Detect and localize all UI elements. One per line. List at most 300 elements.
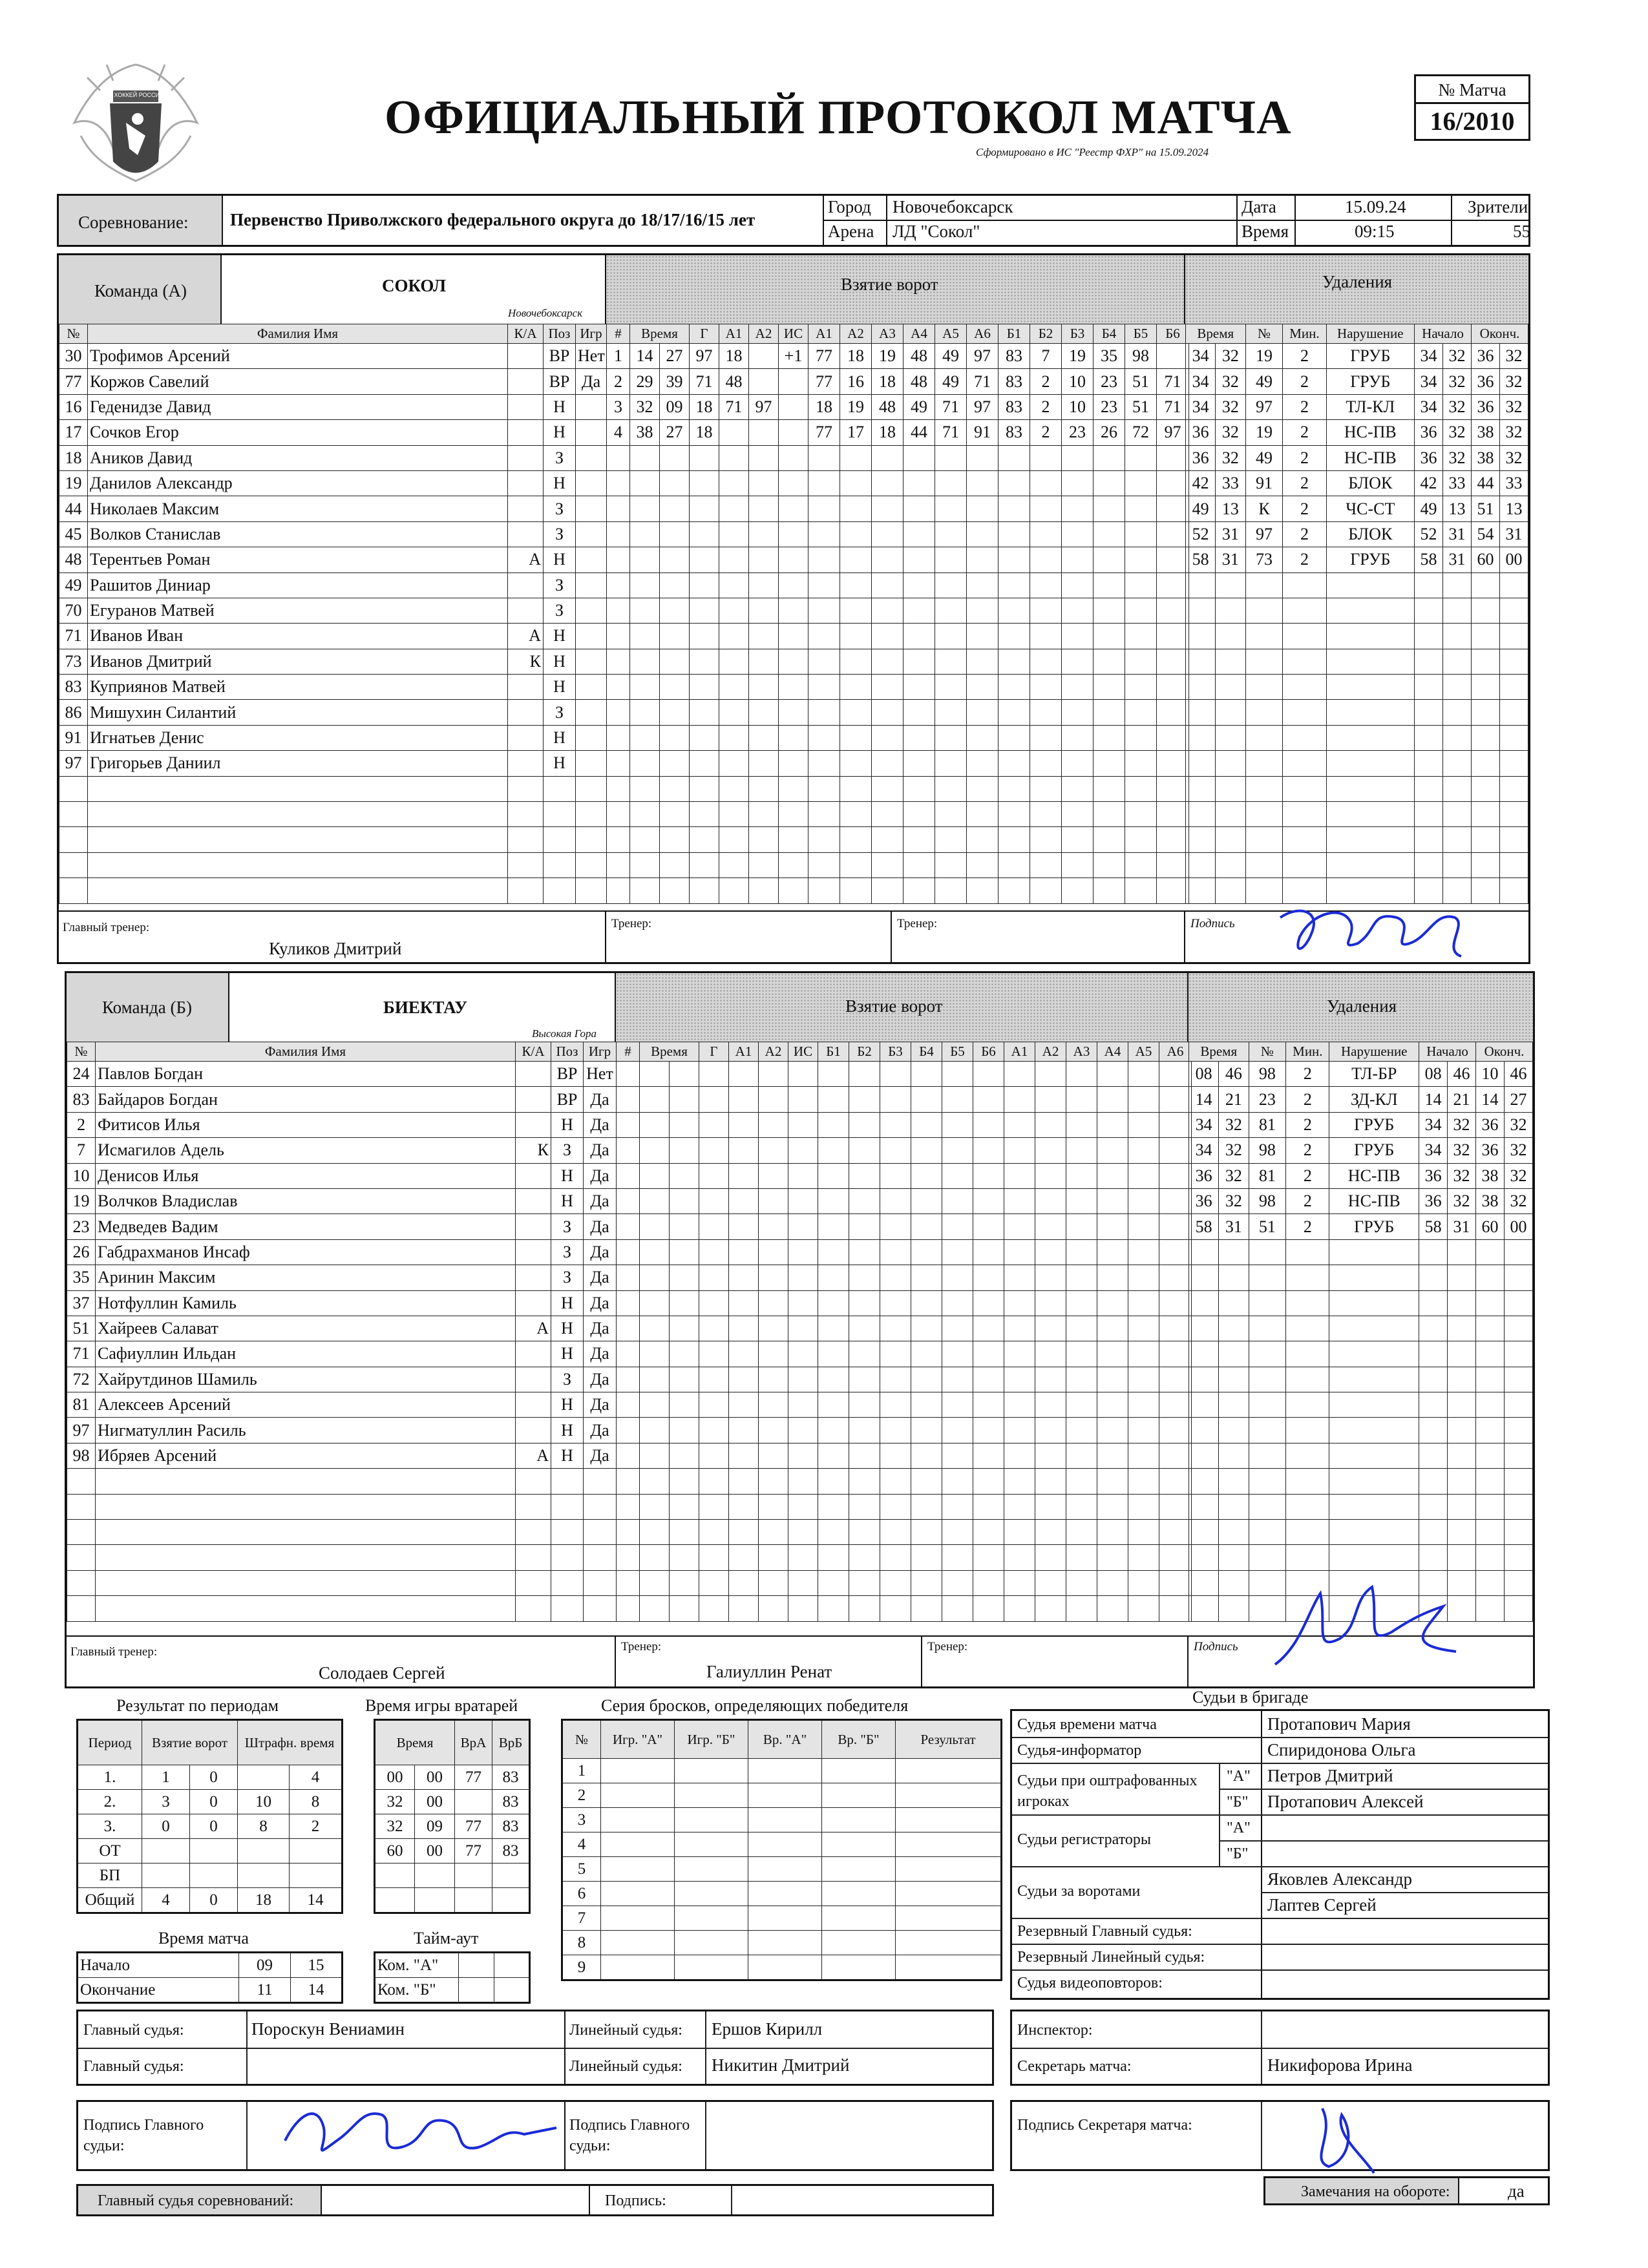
- line-ref-signature-label: Подпись Главного судьи:: [569, 2117, 690, 2154]
- player-role: К: [516, 1138, 551, 1163]
- secretary-signature-box: [1010, 2100, 1550, 2171]
- roster-row-empty: [59, 827, 607, 852]
- goalie-minute: [375, 1864, 415, 1888]
- penalty-end-min: 36: [1476, 1112, 1505, 1137]
- penalty-end-min: 44: [1472, 470, 1500, 496]
- period-pim-b: 14: [290, 1888, 343, 1913]
- penalty-end-min: 38: [1472, 445, 1500, 470]
- penalty-judges-label: Судьи при оштрафованных игроках: [1017, 1772, 1198, 1810]
- informer-name: Спиридонова Ольга: [1267, 1740, 1416, 1759]
- on-ice-player: 91: [967, 420, 998, 445]
- penalty-end-sec: 32: [1499, 344, 1528, 369]
- goal-number: 2: [607, 369, 630, 394]
- goalie-minute: 60: [375, 1839, 415, 1864]
- roster-row-empty: [67, 1494, 617, 1519]
- on-ice-player: 19: [872, 344, 903, 369]
- penalty-player: 98: [1249, 1138, 1286, 1163]
- period-goals-a: [142, 1839, 190, 1864]
- player-role: [508, 521, 544, 547]
- roster-row-empty: [59, 776, 607, 801]
- main-ref-signature-icon: [272, 2089, 569, 2179]
- periods-title: Результат по периодам: [116, 1696, 279, 1715]
- goalie-row: [375, 1888, 530, 1913]
- on-ice-player: 51: [1125, 394, 1157, 419]
- penalty-minutes: 2: [1283, 420, 1326, 445]
- match-number: 16/2010: [1414, 102, 1530, 141]
- goalie-b: 83: [492, 1790, 530, 1814]
- penalty-row: [1189, 1341, 1533, 1367]
- player-position: ВР: [544, 369, 576, 394]
- roster-row: [59, 598, 607, 623]
- roster-row: [67, 1367, 617, 1392]
- player-position: Н: [551, 1188, 584, 1213]
- goal-row: [617, 1469, 1192, 1494]
- player-role: [508, 470, 544, 496]
- penalty-violation: НС-ПВ: [1329, 1188, 1419, 1213]
- player-role: А: [508, 624, 544, 649]
- competition-label: Соревнование:: [78, 213, 189, 232]
- player-played: Да: [584, 1316, 617, 1341]
- fhr-emblem-icon: [61, 52, 210, 210]
- player-number: 81: [67, 1392, 96, 1418]
- goal-second: 27: [660, 344, 690, 369]
- page-title: ОФИЦИАЛЬНЫЙ ПРОТОКОЛ МАТЧА: [385, 91, 1292, 144]
- penalty-violation: ГРУБ: [1326, 344, 1415, 369]
- player-played: Да: [584, 1443, 617, 1468]
- penalty-end-sec: 33: [1499, 470, 1528, 496]
- penalty-row: [1189, 1112, 1533, 1137]
- period-row: [78, 1765, 343, 1790]
- player-name: Габдрахманов Инсаф: [96, 1239, 516, 1265]
- goalie-b: 83: [492, 1765, 530, 1790]
- col-pen-no: №: [1245, 324, 1283, 344]
- col-goal-a1: А1: [729, 1042, 759, 1062]
- goalie-minute: 00: [375, 1765, 415, 1790]
- roster-row-empty: [67, 1520, 617, 1545]
- goal-row: [617, 1087, 1192, 1112]
- penalty-minutes: 2: [1286, 1087, 1329, 1112]
- player-number: 71: [67, 1341, 96, 1367]
- period-pim-a: [238, 1839, 290, 1864]
- goalie-second: 00: [415, 1765, 455, 1790]
- player-name: Алексеев Арсений: [96, 1392, 516, 1418]
- player-number: 83: [67, 1087, 96, 1112]
- goal-row: [607, 725, 1189, 750]
- on-ice-player: 71: [1157, 394, 1189, 419]
- penalty-end-sec: 32: [1499, 420, 1528, 445]
- col-ka: К/А: [516, 1042, 551, 1062]
- penalty-player: 91: [1245, 470, 1283, 496]
- roster-row: [59, 624, 607, 649]
- penalty-end-min: 38: [1472, 420, 1500, 445]
- team-b-goals-table: [616, 1042, 1192, 1622]
- goal-minute: 29: [630, 369, 660, 394]
- match-time-table: [76, 1951, 343, 2004]
- player-name: Нигматуллин Расиль: [96, 1418, 516, 1443]
- penalty-row: [1186, 852, 1528, 877]
- penalty-start-sec: 33: [1443, 470, 1472, 496]
- roster-row: [59, 700, 607, 725]
- roster-row-empty: [59, 802, 607, 827]
- period-label: Общий: [78, 1888, 142, 1913]
- scorer-a-mark: "А": [1227, 1820, 1251, 1836]
- period-pim-b: 2: [290, 1814, 343, 1839]
- timeout-a-label: Ком. "А": [375, 1953, 459, 1978]
- penalty-minute: 36: [1186, 445, 1216, 470]
- col-shootout-res: Результат: [896, 1720, 1002, 1759]
- player-role: [508, 598, 544, 623]
- penalty-start-sec: 31: [1443, 547, 1472, 572]
- penalty-end-sec: 32: [1504, 1163, 1532, 1188]
- penalty-row: [1186, 521, 1528, 547]
- goal-scorer: 71: [690, 369, 719, 394]
- roster-row: [59, 369, 607, 394]
- goal-row: [607, 852, 1189, 877]
- on-ice-player: 83: [998, 369, 1030, 394]
- penalty-start-min: 34: [1415, 369, 1443, 394]
- goalie-second: [415, 1888, 455, 1913]
- shootout-row: [562, 1808, 1002, 1832]
- officials-box: [76, 2010, 994, 2086]
- col-no: №: [67, 1042, 96, 1062]
- player-name: Денисов Илья: [96, 1163, 516, 1188]
- video-ref-label: Судья видеоповторов:: [1017, 1975, 1163, 1991]
- team-b-goals-title: Взятие ворот: [845, 996, 943, 1016]
- goal-row: [617, 1188, 1192, 1213]
- penalty-end-min: 38: [1476, 1163, 1505, 1188]
- col-on-ice: Б5: [942, 1042, 973, 1062]
- col-goalie-a: ВрА: [455, 1720, 492, 1765]
- penalty-minute: 58: [1186, 547, 1216, 572]
- penalty-violation: НС-ПВ: [1326, 445, 1415, 470]
- penalty-minute: 52: [1186, 521, 1216, 547]
- player-position: З: [551, 1265, 584, 1290]
- team-b-name: БИЕКТАУ: [383, 998, 468, 1017]
- penalty-start-sec: 21: [1448, 1087, 1476, 1112]
- col-goalie-time: Время: [375, 1720, 455, 1765]
- goal-row: [617, 1392, 1192, 1418]
- player-position: Н: [544, 420, 576, 445]
- penalty-end-min: 38: [1476, 1188, 1505, 1213]
- penalty-end-min: 54: [1472, 521, 1500, 547]
- goal-row: [617, 1520, 1192, 1545]
- roster-row: [59, 470, 607, 496]
- goal-row: [607, 521, 1189, 547]
- col-play: Игр: [584, 1042, 617, 1062]
- penalty-minutes: 2: [1286, 1188, 1329, 1213]
- col-no: №: [59, 324, 88, 344]
- signatures-box: [76, 2100, 994, 2171]
- player-name: Нотфуллин Камиль: [96, 1290, 516, 1316]
- player-role: [516, 1214, 551, 1239]
- penalty-minute: 36: [1186, 420, 1216, 445]
- penalty-row: [1189, 1392, 1533, 1418]
- col-on-ice: А1: [1004, 1042, 1035, 1062]
- goal-row: [607, 598, 1189, 623]
- goal-number: 1: [607, 344, 630, 369]
- goal-situation: +1: [779, 344, 808, 369]
- player-position: Н: [551, 1290, 584, 1316]
- roster-row: [67, 1443, 617, 1468]
- player-played: [576, 572, 607, 598]
- goal-row: [617, 1545, 1192, 1570]
- player-role: [508, 496, 544, 521]
- player-role: [508, 445, 544, 470]
- shootout-row: [562, 1857, 1002, 1882]
- on-ice-player: 18: [808, 394, 840, 419]
- player-position: Н: [551, 1392, 584, 1418]
- col-shootout-gb: Вр. "Б": [822, 1720, 896, 1759]
- on-ice-player: 49: [935, 369, 967, 394]
- goal-row: [607, 649, 1189, 674]
- penalty-minutes: 2: [1283, 369, 1326, 394]
- player-name: Геденидзе Давид: [88, 394, 508, 419]
- team-a-head-coach: Куликов Дмитрий: [269, 939, 402, 958]
- penalty-player: К: [1245, 496, 1283, 521]
- penalty-judge-b-mark: "Б": [1227, 1794, 1249, 1811]
- roster-row-empty: [67, 1545, 617, 1570]
- col-on-ice: А5: [935, 324, 967, 344]
- penalty-start-sec: 32: [1448, 1112, 1476, 1137]
- penalty-end-min: 60: [1472, 547, 1500, 572]
- team-b-head-coach-label: Главный тренер:: [70, 1645, 158, 1659]
- col-pen-viol: Нарушение: [1326, 324, 1415, 344]
- goal-row: [607, 675, 1189, 700]
- penalty-violation: ЧС-СТ: [1326, 496, 1415, 521]
- player-played: Да: [584, 1163, 617, 1188]
- player-played: Да: [584, 1367, 617, 1392]
- on-ice-player: 23: [1093, 369, 1125, 394]
- goal-row: [617, 1062, 1192, 1087]
- penalty-row: [1186, 675, 1528, 700]
- penalty-minute: 14: [1189, 1087, 1219, 1112]
- penalty-start-sec: 32: [1448, 1138, 1476, 1163]
- goalie-row: [375, 1790, 530, 1814]
- secretary-signature-label: Подпись Секретаря матча:: [1017, 2117, 1192, 2134]
- on-ice-player: 49: [935, 344, 967, 369]
- penalty-start-sec: 32: [1443, 394, 1472, 419]
- penalty-violation: ГРУБ: [1326, 547, 1415, 572]
- player-name: Волчков Владислав: [96, 1188, 516, 1213]
- roster-row: [67, 1418, 617, 1443]
- penalty-minutes: 2: [1286, 1062, 1329, 1087]
- player-name: Хайреев Салават: [96, 1316, 516, 1341]
- penalty-second: 31: [1216, 547, 1245, 572]
- penalty-row: [1186, 827, 1528, 852]
- penalty-minute: 34: [1186, 344, 1216, 369]
- penalty-minute: 34: [1186, 394, 1216, 419]
- time-label: Время: [1241, 222, 1289, 241]
- period-row: [78, 1790, 343, 1814]
- informer-label: Судья-информатор: [1017, 1742, 1142, 1759]
- goalie-a: 77: [455, 1839, 492, 1864]
- col-goal-a1: А1: [719, 324, 749, 344]
- team-b-signature-label: Подпись: [1194, 1640, 1238, 1654]
- period-pim-b: 8: [290, 1790, 343, 1814]
- period-goals-a: [142, 1864, 190, 1888]
- on-ice-player: 77: [808, 344, 840, 369]
- col-on-ice: А4: [903, 324, 935, 344]
- player-role: А: [516, 1443, 551, 1468]
- col-on-ice: А1: [808, 324, 840, 344]
- col-on-ice: А2: [840, 324, 872, 344]
- player-number: 97: [67, 1418, 96, 1443]
- goal-number: 4: [607, 420, 630, 445]
- player-played: [576, 445, 607, 470]
- team-a-goals-title: Взятие ворот: [841, 275, 938, 294]
- col-pen-min: Мин.: [1283, 324, 1326, 344]
- player-name: Игнатьев Денис: [88, 725, 508, 750]
- timeout-title: Тайм-аут: [414, 1929, 479, 1948]
- main-ref-signature-label: Подпись Главного судьи:: [83, 2117, 204, 2154]
- team-a-name: СОКОЛ: [382, 276, 447, 295]
- player-played: [576, 496, 607, 521]
- penalty-start-sec: 32: [1443, 420, 1472, 445]
- team-b-signature-icon: [1262, 1574, 1475, 1677]
- player-name: Николаев Максим: [88, 496, 508, 521]
- team-b-label: Команда (Б): [102, 998, 192, 1017]
- penalty-end-sec: 27: [1504, 1087, 1532, 1112]
- roster-row-empty: [59, 878, 607, 903]
- roster-row-empty: [67, 1469, 617, 1494]
- player-name: Аринин Максим: [96, 1265, 516, 1290]
- player-role: [516, 1418, 551, 1443]
- penalty-second: 32: [1216, 420, 1245, 445]
- player-played: Нет: [576, 344, 607, 369]
- penalty-row: [1186, 470, 1528, 496]
- goal-assist-1: 71: [719, 394, 749, 419]
- secretary-label: Секретарь матча:: [1017, 2058, 1132, 2075]
- player-role: [516, 1367, 551, 1392]
- penalty-violation: БЛОК: [1326, 521, 1415, 547]
- player-number: 48: [59, 547, 88, 572]
- penalty-second: 21: [1219, 1087, 1249, 1112]
- roster-row-empty: [67, 1596, 617, 1621]
- player-role: К: [508, 649, 544, 674]
- penalty-start-min: 14: [1419, 1087, 1448, 1112]
- player-played: [576, 649, 607, 674]
- player-number: 97: [59, 751, 88, 776]
- col-on-ice: А2: [1035, 1042, 1066, 1062]
- goal-row: [607, 344, 1189, 369]
- shootout-number: 6: [562, 1882, 601, 1906]
- player-name: Егуранов Матвей: [88, 598, 508, 623]
- goalie-row: [375, 1814, 530, 1839]
- col-pen-start: Начало: [1419, 1042, 1476, 1062]
- player-role: [516, 1188, 551, 1213]
- on-ice-player: 18: [840, 344, 872, 369]
- player-number: 17: [59, 420, 88, 445]
- penalty-player: 98: [1249, 1188, 1286, 1213]
- penalty-player: 97: [1245, 394, 1283, 419]
- player-role: [508, 675, 544, 700]
- player-role: [508, 394, 544, 419]
- player-number: 45: [59, 521, 88, 547]
- match-time-title: Время матча: [158, 1929, 249, 1948]
- goal-row: [617, 1290, 1192, 1316]
- player-number: 51: [67, 1316, 96, 1341]
- roster-row: [59, 521, 607, 547]
- penalty-row: [1186, 547, 1528, 572]
- on-ice-player: 97: [967, 344, 998, 369]
- penalty-start-sec: 32: [1443, 369, 1472, 394]
- period-goals-b: [190, 1864, 238, 1888]
- player-role: [508, 369, 544, 394]
- col-on-ice: А6: [1159, 1042, 1192, 1062]
- player-name: Хайрутдинов Шамиль: [96, 1367, 516, 1392]
- player-position: Н: [551, 1341, 584, 1367]
- goal-second: 39: [660, 369, 690, 394]
- on-ice-player: 77: [808, 369, 840, 394]
- col-goal-time: Время: [640, 1042, 699, 1062]
- goalie-a: [455, 1888, 492, 1913]
- shootout-row: [562, 1783, 1002, 1808]
- team-a-coach-label: Тренер:: [611, 917, 652, 930]
- penalty-row: [1186, 420, 1528, 445]
- penalty-second: 32: [1216, 394, 1245, 419]
- player-name: Сафиуллин Ильдан: [96, 1341, 516, 1367]
- goal-row: [617, 1596, 1192, 1621]
- penalty-player: 73: [1245, 547, 1283, 572]
- player-position: Н: [544, 470, 576, 496]
- match-end-label: Окончание: [78, 1978, 239, 2003]
- player-played: Да: [576, 369, 607, 394]
- penalty-player: 51: [1249, 1214, 1286, 1239]
- penalty-start-min: 58: [1415, 547, 1443, 572]
- penalty-row: [1186, 572, 1528, 598]
- goal-second: 27: [660, 420, 690, 445]
- goal-row: [607, 470, 1189, 496]
- penalty-row: [1186, 649, 1528, 674]
- penalty-player: 97: [1245, 521, 1283, 547]
- main-ref-label-2: Главный судья:: [83, 2058, 184, 2075]
- goal-row: [607, 827, 1189, 852]
- penalty-end-min: 10: [1476, 1062, 1505, 1087]
- on-ice-player: 17: [840, 420, 872, 445]
- goal-row: [617, 1265, 1192, 1290]
- goal-judges-label: Судьи за воротами: [1017, 1883, 1141, 1900]
- city-label: Город: [828, 197, 871, 216]
- goal-judge-1: Яковлев Александр: [1267, 1869, 1412, 1889]
- penalty-second: 32: [1219, 1163, 1249, 1188]
- penalty-end-sec: 13: [1499, 496, 1528, 521]
- shootout-number: 8: [562, 1931, 601, 1955]
- player-name: Иванов Дмитрий: [88, 649, 508, 674]
- penalty-minutes: 2: [1283, 547, 1326, 572]
- goalie-a: [455, 1864, 492, 1888]
- goalie-b: [492, 1864, 530, 1888]
- shootout-number: 1: [562, 1759, 601, 1783]
- player-position: ВР: [551, 1087, 584, 1112]
- player-name: Иванов Иван: [88, 624, 508, 649]
- penalty-minutes: 2: [1286, 1138, 1329, 1163]
- player-played: [576, 470, 607, 496]
- player-position: З: [544, 521, 576, 547]
- col-ka: К/А: [508, 324, 544, 344]
- period-pim-a: 10: [238, 1790, 290, 1814]
- player-role: А: [516, 1316, 551, 1341]
- player-name: Данилов Александр: [88, 470, 508, 496]
- penalty-violation: ГРУБ: [1329, 1138, 1419, 1163]
- period-goals-a: 3: [142, 1790, 190, 1814]
- roster-row: [67, 1112, 617, 1137]
- on-ice-player: 2: [1030, 394, 1062, 419]
- goalie-minute: 32: [375, 1814, 415, 1839]
- penalty-start-min: 34: [1415, 394, 1443, 419]
- team-a-head-coach-label: Главный тренер:: [63, 921, 150, 934]
- player-number: 37: [67, 1290, 96, 1316]
- penalty-minutes: 2: [1283, 394, 1326, 419]
